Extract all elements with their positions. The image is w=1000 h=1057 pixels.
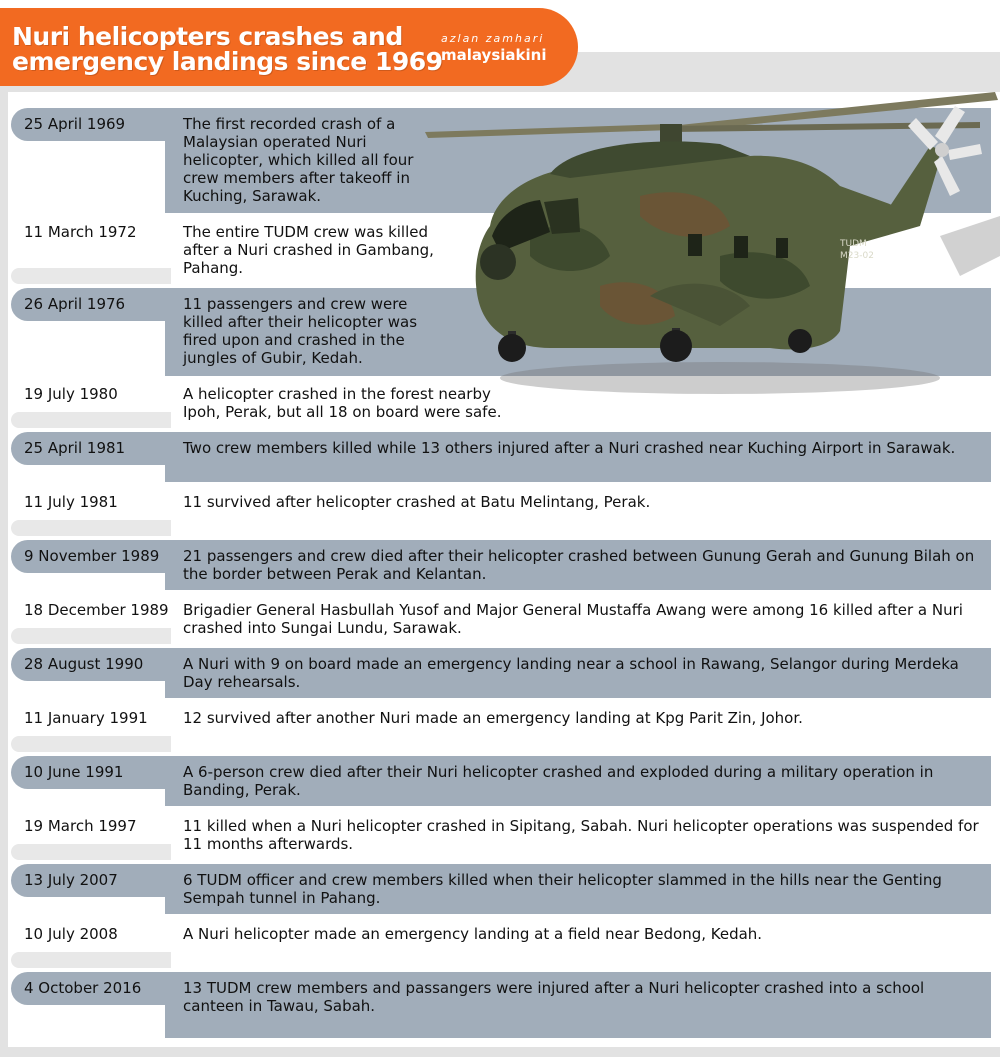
helicopter-illustration [420,86,1000,406]
date-underlay [11,268,171,284]
title-banner [0,8,578,86]
event-date: 13 July 2007 [24,871,118,889]
event-date: 11 January 1991 [24,709,148,727]
page-title: Nuri helicopters crashes and emergency landings since 1969 [12,22,443,76]
event-description: 11 killed when a Nuri helicopter crashed in Sipitang, Sabah. Nuri helicopter operations was suspended for 11 months afterwards. [183,817,979,853]
event-description: A 6-person crew died after their Nuri helicopter crashed and exploded during a military operation in Banding, Perak. [183,763,934,799]
date-underlay [11,520,171,536]
timeline-row [8,918,991,968]
event-description: 6 TUDM officer and crew members killed when their helicopter slammed in the hills near the Genting Sempah tunnel in Pahang. [183,871,942,907]
timeline-row [8,432,991,482]
event-date: 28 August 1990 [24,655,144,673]
date-underlay [11,628,171,644]
timeline-row [8,864,991,914]
event-date: 25 April 1969 [24,115,126,133]
event-date: 25 April 1981 [24,439,126,457]
timeline-row [8,756,991,806]
timeline-row [8,486,991,536]
event-description: A Nuri helicopter made an emergency landing at a field near Bedong, Kedah. [183,925,763,943]
timeline-row [8,702,991,752]
event-date: 19 July 1980 [24,385,118,403]
event-date: 18 December 1989 [24,601,169,619]
event-date: 10 June 1991 [24,763,124,781]
date-underlay [11,412,171,428]
date-underlay [11,736,171,752]
event-description: 13 TUDM crew members and passangers were injured after a Nuri helicopter crashed into a school canteen in Tawau, Sabah. [183,979,925,1015]
event-date: 11 July 1981 [24,493,118,511]
event-date: 10 July 2008 [24,925,118,943]
brand-logo: malaysiakini [441,46,547,64]
timeline-row [8,810,991,860]
tudm-marking: TUDM [840,239,867,249]
event-date: 11 March 1972 [24,223,137,241]
event-description: 12 survived after another Nuri made an emergency landing at Kpg Parit Zin, Johor. [183,709,803,727]
event-date: 19 March 1997 [24,817,137,835]
event-description: 11 passengers and crew were killed after their helicopter was fired upon and crashed in the jungles of Gubir, Kedah. [183,295,418,367]
event-date: 9 November 1989 [24,547,160,565]
event-description: Two crew members killed while 13 others injured after a Nuri crashed near Kuching Airport in Sarawak. [183,439,956,457]
event-description: A helicopter crashed in the forest nearby Ipoh, Perak, but all 18 on board were safe. [183,385,502,421]
timeline-row [8,972,991,1038]
event-description: Brigadier General Hasbullah Yusof and Major General Mustaffa Awang were among 16 killed after a Nuri crashed into Sungai Lundu, Sarawak. [183,601,963,637]
timeline-row [8,540,991,590]
timeline-row [8,594,991,644]
event-date: 26 April 1976 [24,295,126,313]
event-description: The entire TUDM crew was killed after a Nuri crashed in Gambang, Pahang. [183,223,434,277]
event-description: 21 passengers and crew died after their helicopter crashed between Gunung Gerah and Gunung Bilah on the border between Perak and Kelantan. [183,547,975,583]
event-description: 11 survived after helicopter crashed at Batu Melintang, Perak. [183,493,651,511]
event-date: 4 October 2016 [24,979,142,997]
date-underlay [11,844,171,860]
date-underlay [11,952,171,968]
timeline-row [8,648,991,698]
tail-number: M23-02 [840,251,874,261]
event-description: A Nuri with 9 on board made an emergency landing near a school in Rawang, Selangor during Merdeka Day rehearsals. [183,655,959,691]
event-description: The first recorded crash of a Malaysian operated Nuri helicopter, which killed all four crew members after takeoff in Kuching, Sarawak. [183,115,414,205]
author-credit: azlan zamhari [441,32,545,45]
